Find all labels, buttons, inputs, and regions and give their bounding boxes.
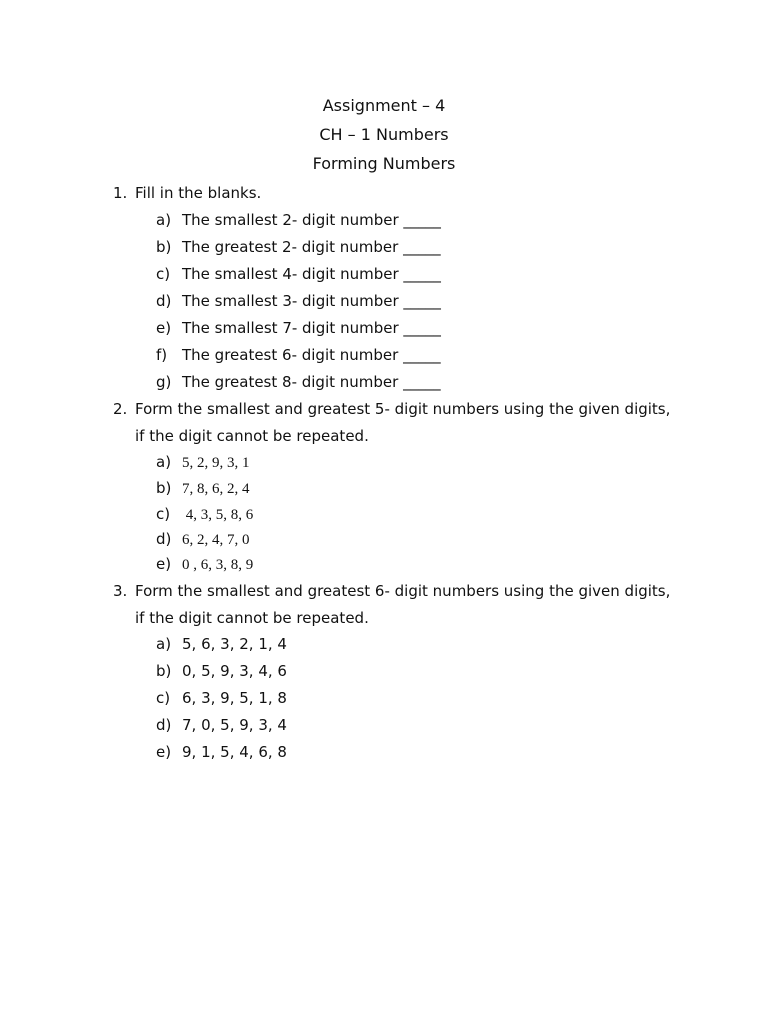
item-text: The smallest 3- digit number _____ bbox=[182, 292, 441, 310]
item-letter: g) bbox=[156, 373, 172, 391]
item-letter: c) bbox=[156, 505, 171, 523]
item-digits: 7, 0, 5, 9, 3, 4 bbox=[182, 716, 287, 734]
q2-item-e bbox=[156, 554, 253, 575]
item-text: The greatest 6- digit number _____ bbox=[182, 346, 441, 364]
item-digits: 5, 6, 3, 2, 1, 4 bbox=[182, 635, 287, 653]
item-digits: 7, 8, 6, 2, 4 bbox=[182, 481, 250, 497]
q1-item-b bbox=[156, 237, 441, 257]
q2-item-a bbox=[156, 452, 250, 473]
item-digits: 0 , 6, 3, 8, 9 bbox=[182, 557, 254, 573]
chapter-title: CH – 1 Numbers bbox=[319, 125, 449, 144]
question-2 bbox=[113, 399, 670, 419]
q3-item-d bbox=[156, 715, 287, 735]
item-text: The smallest 4- digit number _____ bbox=[182, 265, 441, 283]
q1-item-f bbox=[156, 345, 441, 365]
q2-item-c bbox=[156, 504, 253, 525]
question-2-continued: if the digit cannot be repeated. bbox=[135, 427, 369, 445]
item-text: The smallest 2- digit number _____ bbox=[182, 211, 441, 229]
item-letter: e) bbox=[156, 555, 172, 573]
item-digits: 9, 1, 5, 4, 6, 8 bbox=[182, 743, 287, 761]
question-number: 2. bbox=[113, 400, 128, 418]
item-letter: c) bbox=[156, 265, 171, 283]
item-letter: f) bbox=[156, 346, 168, 364]
item-digits: 4, 3, 5, 8, 6 bbox=[182, 507, 254, 523]
question-text: Fill in the blanks. bbox=[135, 184, 262, 202]
item-letter: e) bbox=[156, 743, 172, 761]
q3-item-b bbox=[156, 661, 287, 681]
item-letter: d) bbox=[156, 530, 172, 548]
topic-title: Forming Numbers bbox=[312, 154, 456, 173]
item-letter: b) bbox=[156, 662, 172, 680]
q1-item-g bbox=[156, 372, 441, 392]
question-3-continued: if the digit cannot be repeated. bbox=[135, 609, 369, 627]
item-letter: e) bbox=[156, 319, 172, 337]
item-text: The greatest 8- digit number _____ bbox=[182, 373, 441, 391]
question-3 bbox=[113, 581, 670, 601]
item-letter: a) bbox=[156, 211, 172, 229]
question-number: 3. bbox=[113, 582, 128, 600]
item-digits: 5, 2, 9, 3, 1 bbox=[182, 455, 250, 471]
q2-item-d bbox=[156, 529, 250, 550]
question-text: Form the smallest and greatest 5- digit numbers using the given digits, bbox=[135, 400, 671, 418]
q2-item-b bbox=[156, 478, 250, 499]
item-letter: b) bbox=[156, 238, 172, 256]
item-letter: b) bbox=[156, 479, 172, 497]
item-letter: a) bbox=[156, 635, 172, 653]
item-letter: c) bbox=[156, 689, 171, 707]
q1-item-c bbox=[156, 264, 441, 284]
assignment-title: Assignment – 4 bbox=[322, 96, 446, 115]
question-1 bbox=[113, 183, 261, 203]
question-number: 1. bbox=[113, 184, 128, 202]
q3-item-e bbox=[156, 742, 287, 762]
item-digits: 0, 5, 9, 3, 4, 6 bbox=[182, 662, 287, 680]
q3-item-a bbox=[156, 634, 287, 654]
item-letter: a) bbox=[156, 453, 172, 471]
q3-item-c bbox=[156, 688, 287, 708]
item-text: The greatest 2- digit number _____ bbox=[182, 238, 441, 256]
item-digits: 6, 2, 4, 7, 0 bbox=[182, 532, 250, 548]
question-text: Form the smallest and greatest 6- digit numbers using the given digits, bbox=[135, 582, 671, 600]
item-text: The smallest 7- digit number _____ bbox=[182, 319, 441, 337]
item-digits: 6, 3, 9, 5, 1, 8 bbox=[182, 689, 287, 707]
q1-item-e bbox=[156, 318, 441, 338]
q1-item-a bbox=[156, 210, 441, 230]
item-letter: d) bbox=[156, 716, 172, 734]
item-letter: d) bbox=[156, 292, 172, 310]
q1-item-d bbox=[156, 291, 441, 311]
